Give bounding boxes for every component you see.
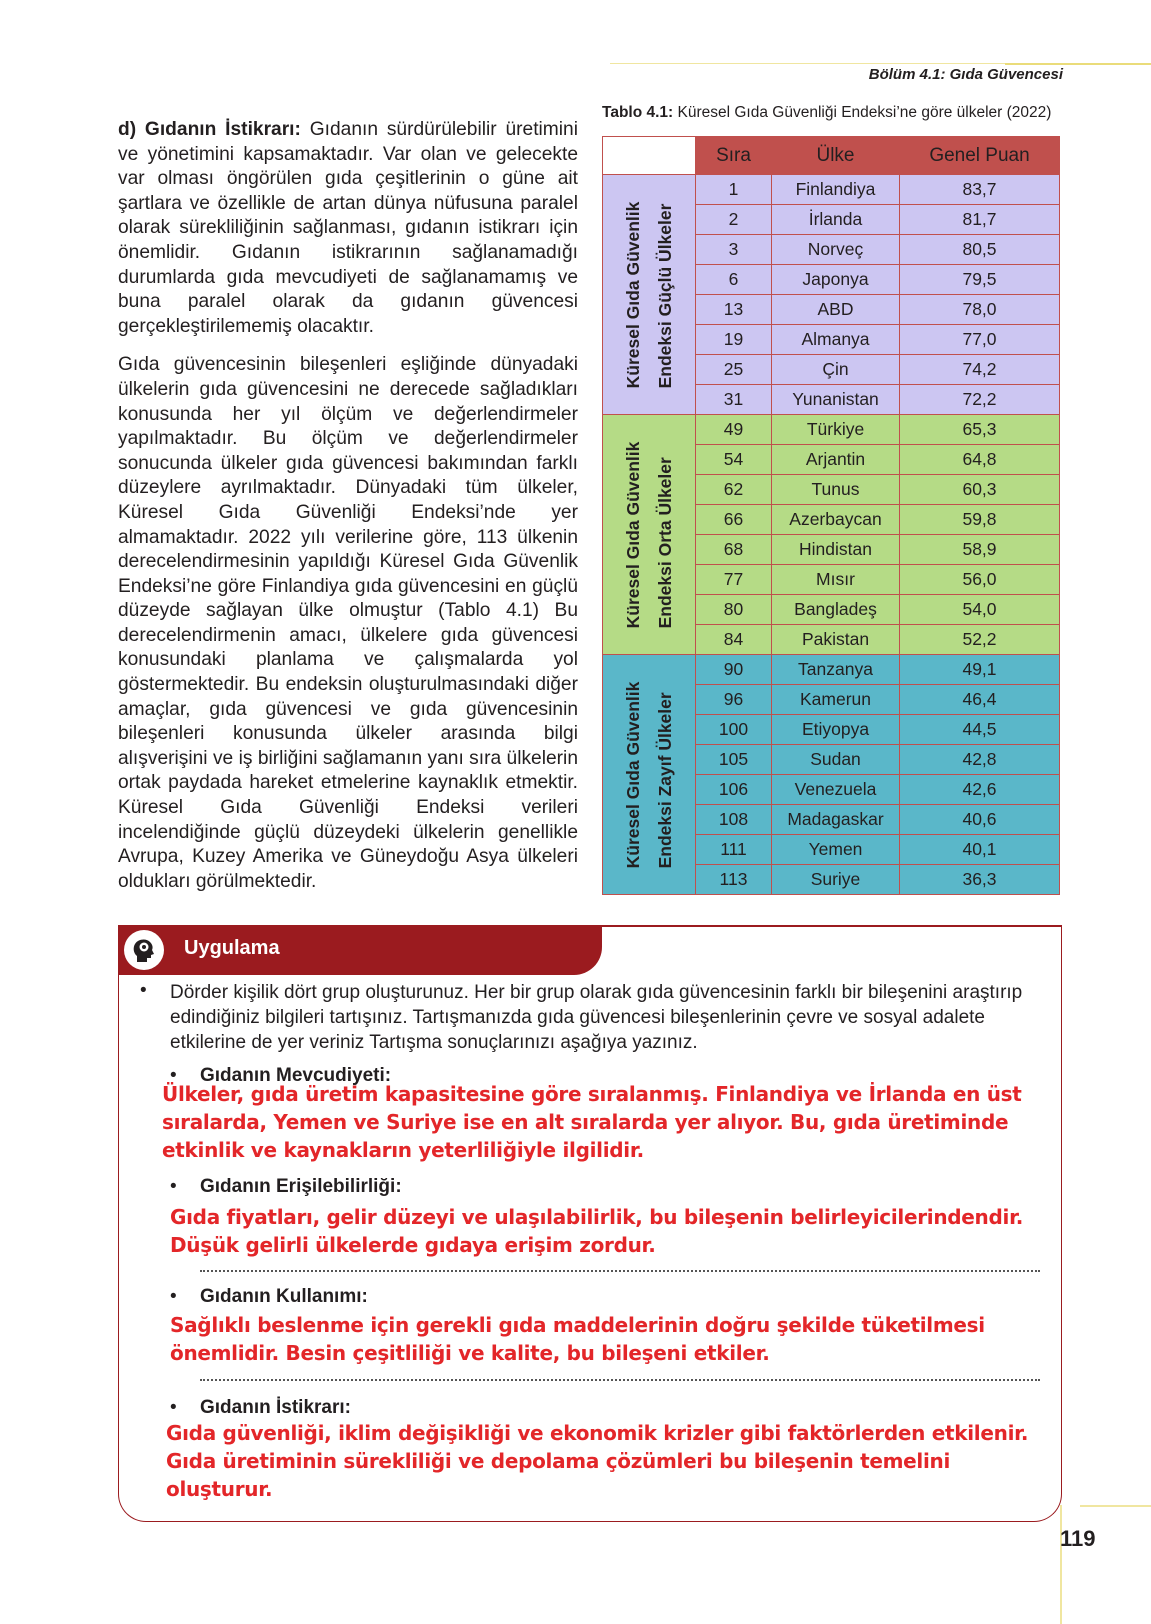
cell-country: İrlanda	[772, 205, 900, 235]
group-label-line2: Endeksi Orta Ülkeler	[655, 456, 675, 628]
item-bullet: •	[170, 1176, 177, 1197]
cell-score: 64,8	[900, 445, 1060, 475]
cell-rank: 31	[696, 385, 772, 415]
header-rank: Sıra	[696, 137, 772, 175]
cell-score: 52,2	[900, 625, 1060, 655]
group-label-cell	[603, 655, 696, 895]
page-corner-rule	[1060, 1505, 1062, 1624]
cell-country: Madagaskar	[772, 805, 900, 835]
answer-dotted-line	[200, 1379, 1040, 1381]
head-gear-icon	[124, 930, 164, 970]
head-gear-icon-svg	[129, 935, 159, 965]
cell-rank: 13	[696, 295, 772, 325]
cell-country: ABD	[772, 295, 900, 325]
cell-score: 49,1	[900, 655, 1060, 685]
header-rule-accent	[1005, 63, 1151, 65]
cell-rank: 77	[696, 565, 772, 595]
cell-rank: 111	[696, 835, 772, 865]
cell-country: Yunanistan	[772, 385, 900, 415]
cell-score: 74,2	[900, 355, 1060, 385]
group-label	[617, 681, 681, 868]
left-column	[118, 118, 578, 908]
item-bullet: •	[170, 1065, 177, 1086]
cell-score: 83,7	[900, 175, 1060, 205]
table-caption	[602, 104, 1051, 122]
header-score: Genel Puan	[900, 137, 1060, 175]
item-bullet: •	[170, 1397, 177, 1418]
cell-score: 46,4	[900, 685, 1060, 715]
cell-rank: 90	[696, 655, 772, 685]
cell-rank: 84	[696, 625, 772, 655]
paragraph-stability	[118, 118, 578, 339]
cell-country: Yemen	[772, 835, 900, 865]
cell-score: 79,5	[900, 265, 1060, 295]
cell-country: Azerbaycan	[772, 505, 900, 535]
cell-country: Sudan	[772, 745, 900, 775]
cell-score: 59,8	[900, 505, 1060, 535]
answer-utilization: Sağlıklı beslenme için gerekli gıda maddelerinin doğru şekilde tüketilmesi önemlidir. Besin çeşitliliği ve kalite, bu bileşeni etkiler.	[170, 1313, 985, 1365]
paragraph-stability-text: Gıdanın sürdürülebilir üretimini ve yönetimini kapsamaktadır. Var olan ve gelecekte var olması öngörülen gıda çeşitlerinin o güne ait şartlara ve özellikle de artan dünya nüfusuna paralel olarak sürekliliğinin sağlanması, gıdanın istikrarı için önemlidir. Gıdanın istikrarının sağlanamadığı durumlarda gıda mevcudiyeti de sağlanamamış ve buna paralel olarak da gıdanın güvencesi gerçekleştirilememiş olacaktır.	[118, 119, 578, 337]
cell-rank: 96	[696, 685, 772, 715]
cell-rank: 105	[696, 745, 772, 775]
cell-score: 54,0	[900, 595, 1060, 625]
cell-rank: 106	[696, 775, 772, 805]
group-label	[617, 441, 681, 628]
cell-rank: 25	[696, 355, 772, 385]
cell-score: 77,0	[900, 325, 1060, 355]
cell-rank: 100	[696, 715, 772, 745]
item-utilization-label: Gıdanın Kullanımı:	[200, 1286, 368, 1307]
table-row	[603, 175, 1060, 205]
table-caption-text: Küresel Gıda Güvenliği Endeksi’ne göre ülkeler (2022)	[673, 104, 1052, 121]
cell-country: Tanzanya	[772, 655, 900, 685]
cell-score: 42,6	[900, 775, 1060, 805]
cell-country: Mısır	[772, 565, 900, 595]
table-header-row	[603, 137, 1060, 175]
answer-stability: Gıda güvenliği, iklim değişikliği ve ekonomik krizler gibi faktörlerden etkilenir. Gıda üretiminin sürekliliği ve depolama çözümleri bu bileşenin temelini oluşturur.	[166, 1421, 1029, 1501]
group-label-line1: Küresel Gıda Güvenlik	[623, 441, 643, 628]
cell-country: Tunus	[772, 475, 900, 505]
item-accessibility	[170, 1176, 402, 1198]
group-label	[617, 201, 681, 388]
table-caption-label: Tablo 4.1:	[602, 104, 674, 121]
answer-accessibility: Gıda fiyatları, gelir düzeyi ve ulaşılabilirlik, bu bileşenin belirleyicilerindendir. Düşük gelirli ülkelerde gıdaya erişim zordur.	[170, 1205, 1024, 1257]
cell-score: 80,5	[900, 235, 1060, 265]
cell-score: 81,7	[900, 205, 1060, 235]
item-stability-label: Gıdanın İstikrarı:	[200, 1397, 351, 1418]
section-header: Bölüm 4.1: Gıda Güvencesi	[868, 66, 1063, 83]
item-bullet: •	[170, 1286, 177, 1307]
header-country: Ülke	[772, 137, 900, 175]
cell-rank: 68	[696, 535, 772, 565]
cell-score: 36,3	[900, 865, 1060, 895]
cell-country: Çin	[772, 355, 900, 385]
paragraph-index: Gıda güvencesinin bileşenleri eşliğinde dünyadaki ülkelerin gıda güvencesini ne derecede sağladıkları konusunda her yıl ölçüm ve değerlendirmeler yapılmaktadır. Bu ölçüm ve değerlendirmeler sonucunda ülkeler gıda güvencesi bakımından farklı düzeylere ayrılmaktadır. Dünyadaki tüm ülkeler, Küresel Gıda Güvenliği Endeksi’nde yer almamaktadır. 2022 yılı verilerine göre, 113 ülkenin derecelendirmesinin yapıldığı Küresel Gıda Güvenlik Endeksi’ne göre Finlandiya gıda güvencesini en güçlü düzeyde sağlayan ülke olmuştur (Tablo 4.1) Bu derecelendirmenin amacı, ülkelere gıda güvencesi konusundaki planlama ve çalışmalarda yol göstermektedir. Bu endeksin oluşturulmasındaki diğer amaçlar, gıda güvencesi ve gıda güvencesinin bileşenleri konusunda ülkeler arasında bilgi alışverişini ve iş birliğini sağlamanın yanı sıra ülkelerin ortak paydada hareket etmelerine kaynaklık etmektir. Küresel Gıda Güvenliği Endeksi verileri incelendiğinde güçlü düzeydeki ülkelerin genellikle Avrupa, Kuzey Amerika ve Güneydoğu Asya ülkeleri oldukları görülmektedir.	[118, 354, 578, 892]
cell-rank: 54	[696, 445, 772, 475]
table-body	[603, 175, 1060, 895]
application-title: Uygulama	[184, 937, 280, 959]
cell-score: 40,6	[900, 805, 1060, 835]
cell-country: Arjantin	[772, 445, 900, 475]
cell-rank: 108	[696, 805, 772, 835]
answer-dotted-line	[200, 1270, 1040, 1272]
cell-country: Suriye	[772, 865, 900, 895]
intro-bullet: •	[140, 980, 147, 1001]
group-label-line2: Endeksi Zayıf Ülkeler	[655, 691, 675, 868]
paragraph-stability-title: d) Gıdanın İstikrarı:	[118, 119, 301, 140]
food-security-table	[602, 136, 1060, 895]
table-row	[603, 655, 1060, 685]
cell-rank: 1	[696, 175, 772, 205]
cell-rank: 66	[696, 505, 772, 535]
page-number: 119	[1060, 1526, 1096, 1551]
group-label-line1: Küresel Gıda Güvenlik	[623, 201, 643, 388]
item-availability-label: Gıdanın Mevcudiyeti:	[200, 1065, 392, 1086]
group-label-cell	[603, 415, 696, 655]
group-label-cell	[603, 175, 696, 415]
cell-rank: 19	[696, 325, 772, 355]
cell-score: 72,2	[900, 385, 1060, 415]
group-label-line2: Endeksi Güçlü Ülkeler	[655, 203, 675, 388]
cell-country: Pakistan	[772, 625, 900, 655]
cell-country: Almanya	[772, 325, 900, 355]
table-row	[603, 415, 1060, 445]
cell-rank: 3	[696, 235, 772, 265]
cell-score: 60,3	[900, 475, 1060, 505]
answer-availability: Ülkeler, gıda üretim kapasitesine göre sıralanmış. Finlandiya ve İrlanda en üst sıralarda, Yemen ve Suriye ise en alt sıralarda yer alıyor. Bu, gıda üretiminde etkinlik ve kaynakların yeterliliğiyle ilgilidir.	[162, 1082, 1022, 1162]
cell-score: 42,8	[900, 745, 1060, 775]
cell-country: Etiyopya	[772, 715, 900, 745]
cell-country: Bangladeş	[772, 595, 900, 625]
cell-country: Kamerun	[772, 685, 900, 715]
item-stability	[170, 1397, 351, 1419]
cell-score: 40,1	[900, 835, 1060, 865]
cell-rank: 113	[696, 865, 772, 895]
application-intro: Dörder kişilik dört grup oluşturunuz. Her bir grup olarak gıda güvencesinin farklı bir bileşenini araştırıp edindiğiniz bilgileri tartışınız. Tartışmanızda gıda güvencesi bileşenlerinin çevre ve sosyal adalete etkilerine de yer veriniz Tartışma sonuçlarınızı aşağıya yazınız.	[170, 982, 1023, 1053]
cell-rank: 80	[696, 595, 772, 625]
cell-country: Norveç	[772, 235, 900, 265]
cell-country: Finlandiya	[772, 175, 900, 205]
table-corner-cell	[603, 137, 696, 175]
cell-rank: 49	[696, 415, 772, 445]
cell-rank: 2	[696, 205, 772, 235]
cell-country: Japonya	[772, 265, 900, 295]
item-utilization	[170, 1286, 368, 1308]
cell-score: 78,0	[900, 295, 1060, 325]
cell-country: Venezuela	[772, 775, 900, 805]
group-label-line1: Küresel Gıda Güvenlik	[623, 681, 643, 868]
cell-score: 65,3	[900, 415, 1060, 445]
page-corner-rule-h	[1080, 1505, 1151, 1507]
cell-score: 58,9	[900, 535, 1060, 565]
cell-rank: 62	[696, 475, 772, 505]
cell-score: 44,5	[900, 715, 1060, 745]
cell-country: Türkiye	[772, 415, 900, 445]
cell-score: 56,0	[900, 565, 1060, 595]
item-accessibility-label: Gıdanın Erişilebilirliği:	[200, 1176, 402, 1197]
cell-country: Hindistan	[772, 535, 900, 565]
cell-rank: 6	[696, 265, 772, 295]
